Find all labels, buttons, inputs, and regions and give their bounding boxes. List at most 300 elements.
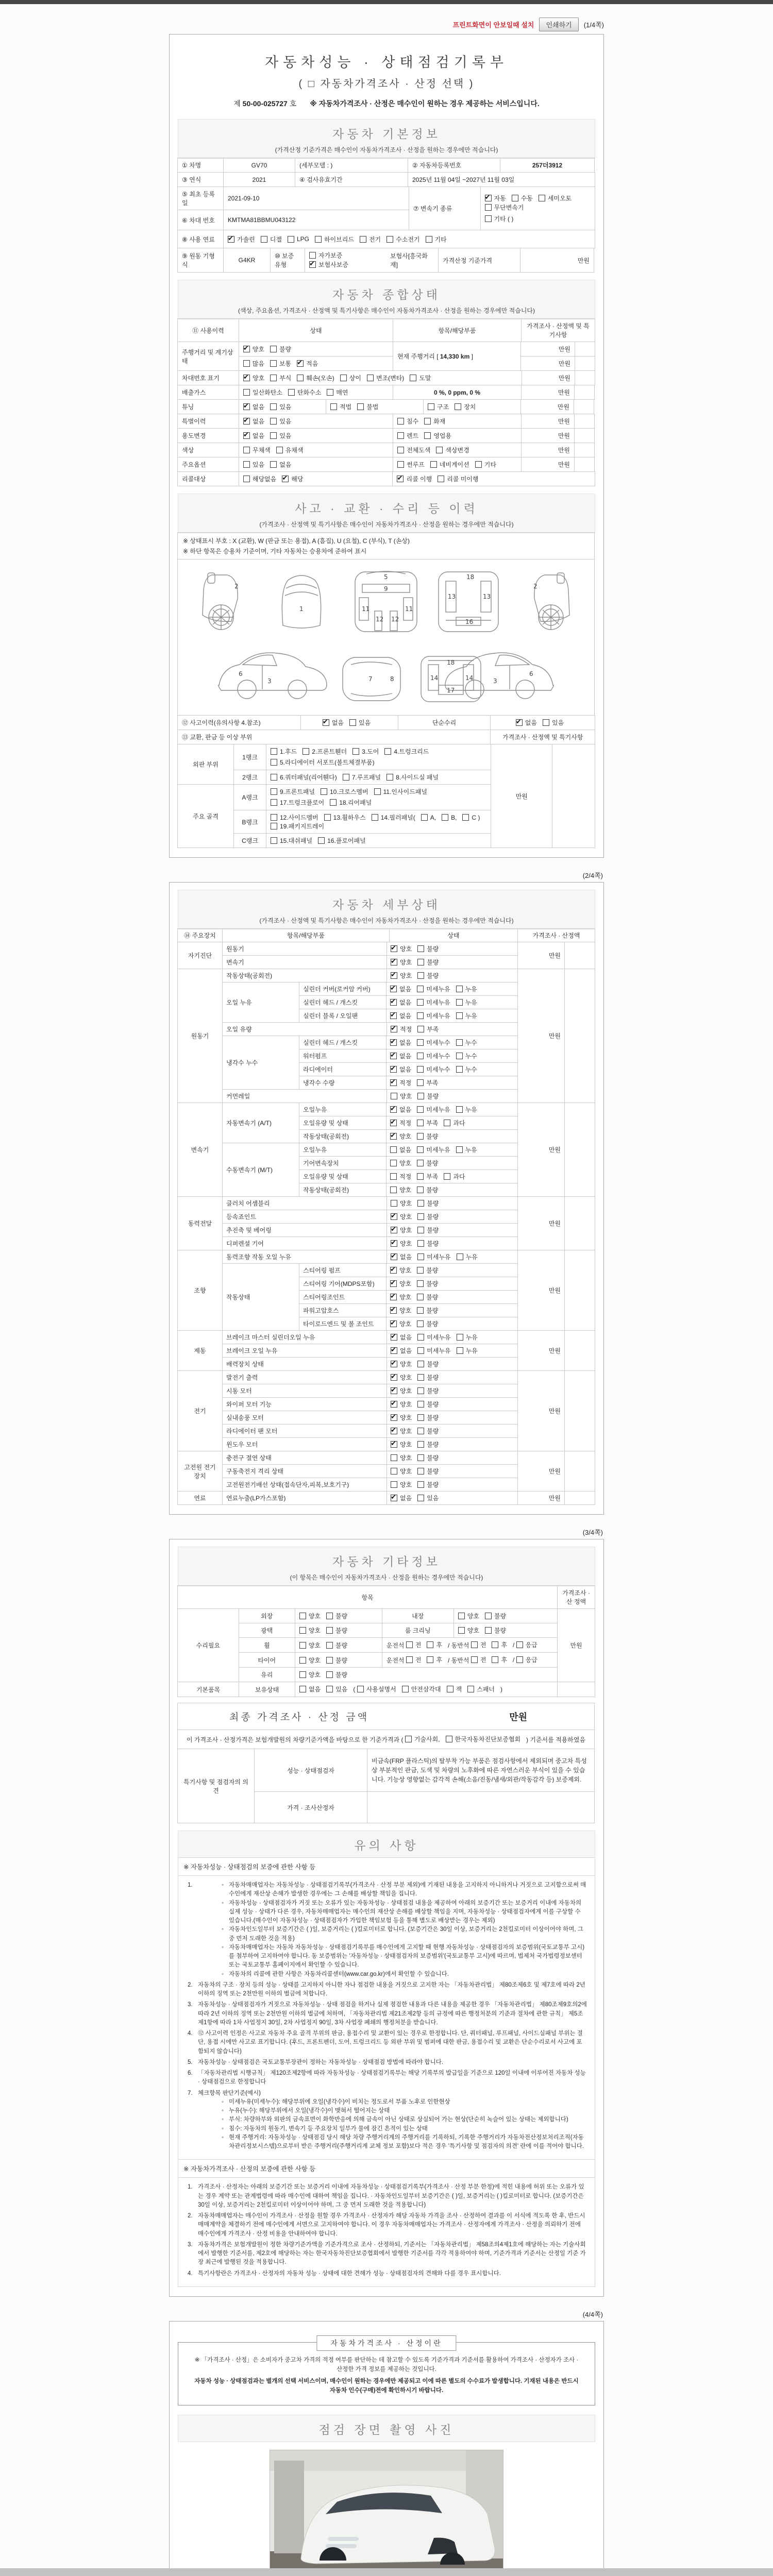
checkbox-checked-icon[interactable]: [391, 1347, 397, 1354]
checkbox-icon[interactable]: [456, 986, 463, 992]
checkbox-icon[interactable]: [417, 1160, 424, 1166]
checkbox-icon[interactable]: [270, 360, 277, 367]
checkbox-checked-icon[interactable]: [390, 1320, 397, 1327]
checkbox-option[interactable]: [417, 1105, 450, 1114]
checkbox-option[interactable]: [417, 1239, 439, 1248]
checkbox-option[interactable]: [391, 1427, 412, 1435]
checkbox-checked-icon[interactable]: [390, 1053, 397, 1059]
checkbox-option[interactable]: [323, 718, 344, 727]
checkbox-option[interactable]: [367, 374, 404, 382]
checkbox-option[interactable]: [458, 1612, 479, 1620]
checkbox-option[interactable]: [428, 402, 449, 411]
checkbox-option[interactable]: [299, 1641, 321, 1650]
checkbox-icon[interactable]: [261, 236, 267, 243]
checkbox-icon[interactable]: [270, 375, 277, 381]
checkbox-icon[interactable]: [485, 1613, 492, 1619]
checkbox-option[interactable]: [424, 431, 451, 440]
checkbox-option[interactable]: [386, 235, 419, 244]
checkbox-option[interactable]: [299, 1656, 321, 1665]
checkbox-icon[interactable]: [243, 389, 250, 396]
checkbox-option[interactable]: [297, 359, 318, 368]
checkbox-option[interactable]: [438, 474, 478, 483]
checkbox-option[interactable]: [417, 1132, 438, 1141]
checkbox-checked-icon[interactable]: [390, 1133, 397, 1140]
checkbox-icon[interactable]: [417, 1120, 424, 1126]
checkbox-option[interactable]: [315, 235, 354, 244]
checkbox-option[interactable]: [391, 1400, 412, 1409]
checkbox-icon[interactable]: [309, 252, 316, 259]
checkbox-option[interactable]: [391, 1252, 412, 1261]
checkbox-option[interactable]: [417, 1266, 438, 1275]
checkbox-option[interactable]: [456, 1011, 477, 1020]
checkbox-icon[interactable]: [456, 1066, 463, 1073]
checkbox-option[interactable]: [271, 798, 324, 807]
checkbox-icon[interactable]: [391, 1468, 397, 1475]
checkbox-icon[interactable]: [270, 346, 277, 352]
checkbox-option[interactable]: [417, 1319, 438, 1328]
checkbox-option[interactable]: [391, 1360, 412, 1368]
checkbox-icon[interactable]: [271, 759, 277, 766]
checkbox-option[interactable]: [417, 1293, 438, 1301]
checkbox-option[interactable]: [390, 1118, 411, 1127]
checkbox-option[interactable]: [372, 813, 415, 822]
checkbox-option[interactable]: [417, 1226, 439, 1234]
checkbox-option[interactable]: [492, 1640, 507, 1649]
checkbox-icon[interactable]: [417, 1334, 424, 1341]
checkbox-option[interactable]: [485, 203, 524, 212]
checkbox-option[interactable]: [271, 813, 318, 822]
checkbox-icon[interactable]: [417, 1428, 424, 1434]
checkbox-option[interactable]: [276, 446, 304, 454]
checkbox-option[interactable]: [417, 1346, 450, 1355]
checkbox-option[interactable]: [456, 1038, 477, 1047]
checkbox-option[interactable]: [447, 1685, 462, 1693]
checkbox-option[interactable]: [516, 718, 537, 727]
checkbox-icon[interactable]: [397, 432, 404, 439]
checkbox-option[interactable]: [391, 1239, 412, 1248]
checkbox-option[interactable]: [391, 1226, 412, 1234]
checkbox-icon[interactable]: [421, 814, 428, 821]
checkbox-checked-icon[interactable]: [390, 1120, 397, 1126]
checkbox-checked-icon[interactable]: [390, 1294, 397, 1300]
checkbox-option[interactable]: [243, 345, 264, 353]
checkbox-icon[interactable]: [417, 1133, 424, 1140]
checkbox-icon[interactable]: [417, 1093, 424, 1099]
checkbox-option[interactable]: [458, 1626, 479, 1635]
checkbox-option[interactable]: [391, 1373, 412, 1382]
checkbox-checked-icon[interactable]: [390, 1267, 397, 1274]
checkbox-checked-icon[interactable]: [397, 476, 404, 482]
checkbox-icon[interactable]: [297, 375, 304, 381]
checkbox-option[interactable]: [406, 1640, 422, 1649]
checkbox-option[interactable]: [243, 474, 276, 483]
checkbox-icon[interactable]: [367, 375, 374, 381]
checkbox-option[interactable]: [288, 388, 321, 397]
checkbox-option[interactable]: [391, 1467, 412, 1476]
checkbox-option[interactable]: [456, 1052, 477, 1060]
checkbox-icon[interactable]: [288, 389, 295, 396]
checkbox-option[interactable]: [390, 1185, 411, 1194]
checkbox-option[interactable]: [261, 235, 282, 244]
checkbox-option[interactable]: [243, 431, 264, 440]
checkbox-option[interactable]: [390, 1132, 411, 1141]
checkbox-option[interactable]: [426, 235, 447, 244]
checkbox-icon[interactable]: [391, 1454, 397, 1461]
checkbox-option[interactable]: [243, 359, 264, 368]
checkbox-checked-icon[interactable]: [309, 261, 316, 268]
checkbox-option[interactable]: [456, 985, 477, 993]
checkbox-option[interactable]: [340, 374, 361, 382]
checkbox-option[interactable]: [326, 1670, 347, 1679]
checkbox-option[interactable]: [326, 1641, 347, 1650]
checkbox-option[interactable]: [303, 747, 347, 756]
checkbox-option[interactable]: [417, 944, 439, 953]
checkbox-option[interactable]: [417, 1400, 439, 1409]
checkbox-option[interactable]: [442, 814, 457, 821]
checkbox-icon[interactable]: [318, 837, 325, 844]
checkbox-option[interactable]: [357, 402, 378, 411]
checkbox-option[interactable]: [349, 718, 371, 727]
checkbox-option[interactable]: [417, 1386, 439, 1395]
checkbox-icon[interactable]: [417, 1280, 424, 1287]
checkbox-icon[interactable]: [426, 236, 432, 243]
checkbox-checked-icon[interactable]: [297, 360, 304, 367]
checkbox-checked-icon[interactable]: [323, 719, 329, 726]
checkbox-icon[interactable]: [458, 1613, 465, 1619]
checkbox-option[interactable]: [436, 446, 469, 454]
checkbox-icon[interactable]: [243, 360, 250, 367]
checkbox-icon[interactable]: [390, 1146, 397, 1153]
checkbox-option[interactable]: [391, 1480, 412, 1489]
checkbox-icon[interactable]: [406, 1641, 413, 1648]
checkbox-option[interactable]: [462, 814, 480, 821]
checkbox-icon[interactable]: [417, 945, 424, 952]
checkbox-option[interactable]: [456, 1105, 477, 1114]
checkbox-icon[interactable]: [270, 461, 277, 468]
checkbox-option[interactable]: [391, 958, 412, 967]
checkbox-option[interactable]: [391, 944, 412, 953]
checkbox-icon[interactable]: [456, 1039, 463, 1046]
checkbox-option[interactable]: [390, 1078, 411, 1087]
checkbox-icon[interactable]: [492, 1656, 498, 1663]
checkbox-option[interactable]: [326, 1685, 347, 1693]
checkbox-icon[interactable]: [340, 375, 347, 381]
checkbox-icon[interactable]: [456, 1106, 463, 1113]
checkbox-checked-icon[interactable]: [282, 476, 289, 482]
checkbox-option[interactable]: [270, 345, 291, 353]
checkbox-icon[interactable]: [243, 461, 250, 468]
checkbox-option[interactable]: [397, 446, 430, 454]
checkbox-option[interactable]: [243, 388, 282, 397]
checkbox-icon[interactable]: [386, 774, 393, 781]
checkbox-checked-icon[interactable]: [391, 972, 397, 979]
checkbox-checked-icon[interactable]: [390, 1307, 397, 1314]
checkbox-option[interactable]: [417, 1011, 450, 1020]
checkbox-icon[interactable]: [343, 774, 349, 781]
checkbox-option[interactable]: [270, 417, 291, 426]
checkbox-icon[interactable]: [417, 1106, 424, 1113]
checkbox-icon[interactable]: [326, 1671, 333, 1678]
checkbox-icon[interactable]: [417, 972, 424, 979]
checkbox-icon[interactable]: [444, 1120, 450, 1126]
checkbox-icon[interactable]: [417, 1481, 424, 1488]
checkbox-icon[interactable]: [397, 461, 404, 468]
checkbox-icon[interactable]: [417, 1468, 424, 1475]
checkbox-checked-icon[interactable]: [243, 375, 250, 381]
checkbox-option[interactable]: [270, 402, 291, 411]
checkbox-icon[interactable]: [397, 447, 404, 453]
checkbox-option[interactable]: [390, 1159, 411, 1167]
checkbox-option[interactable]: [427, 1640, 442, 1649]
checkbox-icon[interactable]: [417, 1320, 424, 1327]
checkbox-icon[interactable]: [436, 447, 443, 453]
checkbox-option[interactable]: [374, 787, 427, 796]
checkbox-option[interactable]: [390, 1011, 411, 1020]
checkbox-icon[interactable]: [471, 1641, 478, 1648]
checkbox-option[interactable]: [405, 1735, 440, 1743]
checkbox-checked-icon[interactable]: [390, 1066, 397, 1073]
checkbox-option[interactable]: [391, 1386, 412, 1395]
checkbox-icon[interactable]: [417, 1227, 424, 1233]
checkbox-checked-icon[interactable]: [390, 999, 397, 1006]
checkbox-icon[interactable]: [326, 1657, 333, 1664]
checkbox-checked-icon[interactable]: [243, 418, 250, 425]
checkbox-icon[interactable]: [458, 1627, 465, 1634]
checkbox-icon[interactable]: [299, 1671, 306, 1678]
checkbox-icon[interactable]: [299, 1686, 306, 1692]
checkbox-option[interactable]: [390, 1052, 411, 1060]
checkbox-icon[interactable]: [417, 999, 424, 1006]
checkbox-icon[interactable]: [271, 837, 277, 844]
checkbox-icon[interactable]: [457, 1334, 463, 1341]
checkbox-icon[interactable]: [417, 1401, 424, 1408]
checkbox-icon[interactable]: [417, 1495, 424, 1501]
checkbox-option[interactable]: [417, 1092, 439, 1100]
checkbox-option[interactable]: [330, 402, 351, 411]
checkbox-option[interactable]: [406, 1655, 422, 1664]
checkbox-icon[interactable]: [276, 447, 283, 453]
checkbox-option[interactable]: [417, 1440, 439, 1449]
checkbox-icon[interactable]: [271, 774, 277, 781]
checkbox-option[interactable]: [417, 1427, 439, 1435]
checkbox-option[interactable]: [417, 1467, 439, 1476]
checkbox-option[interactable]: [360, 235, 381, 244]
checkbox-icon[interactable]: [303, 748, 309, 755]
checkbox-option[interactable]: [397, 431, 418, 440]
checkbox-option[interactable]: [391, 1092, 412, 1100]
checkbox-icon[interactable]: [270, 403, 277, 410]
checkbox-checked-icon[interactable]: [391, 1495, 397, 1501]
checkbox-icon[interactable]: [417, 986, 424, 992]
checkbox-icon[interactable]: [417, 1387, 424, 1394]
checkbox-icon[interactable]: [417, 1012, 424, 1019]
checkbox-option[interactable]: [417, 1333, 450, 1342]
checkbox-icon[interactable]: [444, 1173, 450, 1180]
checkbox-option[interactable]: [417, 1078, 438, 1087]
checkbox-option[interactable]: [390, 1319, 411, 1328]
checkbox-option[interactable]: [397, 460, 425, 469]
checkbox-option[interactable]: [288, 235, 309, 243]
checkbox-icon[interactable]: [271, 748, 277, 755]
checkbox-option[interactable]: [243, 402, 264, 411]
checkbox-icon[interactable]: [299, 1613, 306, 1619]
checkbox-option[interactable]: [390, 1266, 411, 1275]
checkbox-option[interactable]: [417, 1199, 439, 1208]
checkbox-option[interactable]: [297, 374, 334, 382]
checkbox-option[interactable]: [390, 1293, 411, 1301]
checkbox-option[interactable]: [417, 1306, 438, 1315]
checkbox-option[interactable]: [321, 787, 368, 796]
checkbox-option[interactable]: [539, 194, 572, 202]
checkbox-checked-icon[interactable]: [391, 1227, 397, 1233]
checkbox-icon[interactable]: [417, 1173, 424, 1180]
checkbox-icon[interactable]: [462, 814, 469, 821]
checkbox-icon[interactable]: [516, 1641, 523, 1648]
checkbox-icon[interactable]: [326, 1627, 333, 1634]
checkbox-icon[interactable]: [405, 1736, 412, 1742]
checkbox-icon[interactable]: [390, 1173, 397, 1180]
checkbox-option[interactable]: [457, 1333, 478, 1342]
checkbox-icon[interactable]: [424, 418, 431, 425]
checkbox-icon[interactable]: [417, 1066, 424, 1073]
checkbox-option[interactable]: [330, 798, 372, 807]
checkbox-option[interactable]: [326, 1656, 347, 1665]
checkbox-option[interactable]: [282, 474, 303, 483]
checkbox-option[interactable]: [417, 1159, 438, 1167]
checkbox-icon[interactable]: [271, 814, 277, 821]
checkbox-checked-icon[interactable]: [243, 403, 250, 410]
checkbox-option[interactable]: [299, 1685, 321, 1693]
checkbox-option[interactable]: [309, 260, 348, 269]
checkbox-icon[interactable]: [428, 403, 434, 410]
checkbox-icon[interactable]: [417, 1200, 424, 1207]
checkbox-icon[interactable]: [543, 719, 549, 726]
checkbox-checked-icon[interactable]: [391, 1253, 397, 1260]
checkbox-option[interactable]: [309, 251, 342, 260]
checkbox-option[interactable]: [485, 194, 506, 202]
checkbox-icon[interactable]: [417, 1146, 424, 1153]
checkbox-option[interactable]: [467, 1685, 495, 1693]
print-install-note[interactable]: 프린트화면이 안보일때 설치: [452, 21, 534, 29]
checkbox-icon[interactable]: [455, 403, 461, 410]
checkbox-icon[interactable]: [492, 1641, 498, 1648]
checkbox-checked-icon[interactable]: [243, 346, 250, 352]
checkbox-option[interactable]: [516, 1640, 537, 1649]
checkbox-checked-icon[interactable]: [391, 1428, 397, 1434]
checkbox-option[interactable]: [228, 235, 255, 244]
checkbox-icon[interactable]: [456, 999, 463, 1006]
checkbox-option[interactable]: [455, 402, 476, 411]
checkbox-option[interactable]: [386, 773, 439, 782]
checkbox-icon[interactable]: [417, 1307, 424, 1314]
checkbox-option[interactable]: [343, 773, 381, 782]
checkbox-icon[interactable]: [417, 1267, 424, 1274]
checkbox-icon[interactable]: [271, 823, 277, 829]
checkbox-icon[interactable]: [467, 1686, 474, 1692]
checkbox-option[interactable]: [417, 971, 439, 980]
checkbox-checked-icon[interactable]: [391, 1441, 397, 1448]
checkbox-icon[interactable]: [485, 1627, 492, 1634]
checkbox-icon[interactable]: [417, 1374, 424, 1381]
checkbox-icon[interactable]: [391, 1200, 397, 1207]
checkbox-checked-icon[interactable]: [390, 1106, 397, 1113]
checkbox-icon[interactable]: [417, 1454, 424, 1461]
checkbox-option[interactable]: [391, 1212, 412, 1221]
checkbox-icon[interactable]: [417, 1240, 424, 1247]
checkbox-icon[interactable]: [456, 1146, 463, 1153]
checkbox-option[interactable]: [417, 1480, 439, 1489]
checkbox-icon[interactable]: [390, 1160, 397, 1166]
checkbox-option[interactable]: [326, 1612, 347, 1620]
checkbox-option[interactable]: [271, 787, 315, 796]
checkbox-option[interactable]: [444, 1118, 465, 1127]
checkbox-option[interactable]: [485, 1612, 506, 1620]
checkbox-option[interactable]: [417, 1065, 450, 1074]
checkbox-icon[interactable]: [270, 432, 277, 439]
checkbox-option[interactable]: [397, 417, 418, 426]
checkbox-option[interactable]: [456, 1065, 477, 1074]
checkbox-option[interactable]: [457, 1252, 478, 1261]
checkbox-checked-icon[interactable]: [391, 1401, 397, 1408]
checkbox-option[interactable]: [243, 417, 264, 426]
checkbox-icon[interactable]: [384, 748, 391, 755]
checkbox-option[interactable]: [391, 1453, 412, 1462]
checkbox-icon[interactable]: [321, 788, 327, 795]
checkbox-icon[interactable]: [447, 1686, 453, 1692]
checkbox-icon[interactable]: [390, 1187, 397, 1193]
checkbox-checked-icon[interactable]: [391, 1374, 397, 1381]
checkbox-checked-icon[interactable]: [390, 1039, 397, 1046]
checkbox-icon[interactable]: [315, 236, 322, 243]
checkbox-icon[interactable]: [485, 204, 492, 211]
checkbox-icon[interactable]: [299, 1642, 306, 1649]
checkbox-option[interactable]: [299, 1626, 321, 1635]
checkbox-checked-icon[interactable]: [391, 1026, 397, 1032]
checkbox-option[interactable]: [417, 985, 450, 993]
checkbox-icon[interactable]: [243, 476, 250, 482]
checkbox-icon[interactable]: [243, 447, 250, 453]
checkbox-option[interactable]: [516, 1655, 537, 1664]
checkbox-option[interactable]: [243, 460, 264, 469]
checkbox-option[interactable]: [390, 1145, 411, 1154]
checkbox-option[interactable]: [390, 985, 411, 993]
checkbox-option[interactable]: [417, 1252, 450, 1261]
checkbox-option[interactable]: [417, 1413, 439, 1422]
checkbox-icon[interactable]: [539, 195, 545, 201]
checkbox-option[interactable]: [271, 747, 297, 756]
checkbox-option[interactable]: [391, 1199, 412, 1208]
checkbox-icon[interactable]: [326, 1642, 333, 1649]
checkbox-icon[interactable]: [417, 1253, 424, 1260]
checkbox-option[interactable]: [417, 1118, 438, 1127]
checkbox-option[interactable]: [271, 822, 324, 831]
checkbox-option[interactable]: [417, 1453, 439, 1462]
checkbox-option[interactable]: [417, 1052, 450, 1060]
checkbox-checked-icon[interactable]: [391, 1387, 397, 1394]
checkbox-option[interactable]: [397, 474, 432, 483]
checkbox-checked-icon[interactable]: [390, 986, 397, 992]
checkbox-icon[interactable]: [391, 1093, 397, 1099]
checkbox-option[interactable]: [471, 1655, 486, 1664]
checkbox-option[interactable]: [512, 194, 533, 202]
checkbox-option[interactable]: [417, 1038, 450, 1047]
checkbox-option[interactable]: [421, 814, 436, 821]
checkbox-icon[interactable]: [271, 788, 277, 795]
checkbox-checked-icon[interactable]: [391, 1213, 397, 1220]
checkbox-icon[interactable]: [406, 1656, 413, 1663]
checkbox-checked-icon[interactable]: [391, 1240, 397, 1247]
checkbox-icon[interactable]: [327, 389, 333, 396]
